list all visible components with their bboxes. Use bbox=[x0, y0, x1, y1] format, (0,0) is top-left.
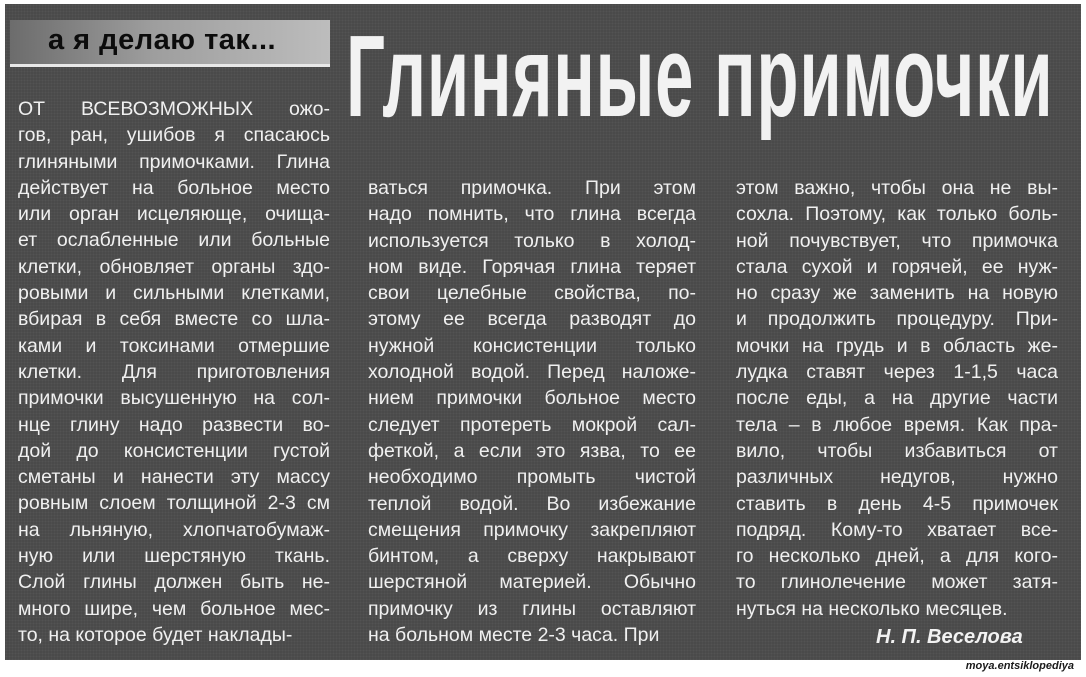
text-line: на больном месте 2-3 часа. При bbox=[368, 624, 660, 647]
text-line: Слой глины должен быть не- bbox=[18, 571, 330, 594]
text-line: ровыми и сильными клетками, bbox=[18, 282, 330, 305]
text-line: нием примочки больное место bbox=[368, 387, 696, 410]
rubric-underline bbox=[10, 64, 330, 67]
text-line: необходимо промыть чистой bbox=[368, 466, 696, 489]
text-line: ровным слоем толщиной 2-3 см bbox=[18, 492, 330, 515]
text-line: шерстяной материей. Обычно bbox=[368, 571, 696, 594]
text-line: смещения примочку закрепляют bbox=[368, 518, 696, 541]
text-line: и продолжить процедуру. При- bbox=[736, 308, 1058, 331]
text-line: то, на которое будет наклады- bbox=[18, 623, 293, 646]
text-line: го несколько дней, а для кого- bbox=[736, 545, 1058, 568]
text-line: ками и токсинами отмершие bbox=[18, 334, 330, 357]
text-line: но сразу же заменить на новую bbox=[736, 282, 1058, 305]
text-line: следует протереть мокрой сал- bbox=[368, 413, 696, 436]
text-line: этом важно, чтобы она не вы- bbox=[736, 177, 1058, 199]
text-line: бинтом, а сверху накрывают bbox=[368, 545, 696, 568]
text-line: ОТ ВСЕВОЗМОЖНЫХ ожо- bbox=[18, 98, 330, 120]
author-signature: Н. П. Веселова bbox=[876, 626, 1023, 648]
text-line: подряд. Кому-то хватает все- bbox=[736, 518, 1058, 541]
text-line: гов, ран, ушибов я спасаюсь bbox=[18, 124, 330, 147]
text-line: нце глину надо развести во- bbox=[18, 413, 330, 436]
text-line: действует на больное место bbox=[18, 176, 330, 199]
text-line: стала сухой и горячей, ее нуж- bbox=[736, 255, 1058, 278]
text-line: глиняными примочками. Глина bbox=[18, 150, 330, 173]
article-column-3 bbox=[736, 175, 1058, 622]
text-line: то глинолечение может затя- bbox=[736, 571, 1058, 594]
text-line: на льняную, хлопчатобумаж- bbox=[18, 518, 330, 541]
text-line: нуться на несколько месяцев. bbox=[736, 597, 1008, 620]
text-line: примочку из глины оставляют bbox=[368, 597, 696, 620]
text-line: свои целебные свойства, по- bbox=[368, 282, 696, 305]
text-line: или орган исцеляюще, очища- bbox=[18, 203, 330, 226]
article-headline: Глиняные примочки bbox=[346, 12, 1054, 142]
text-line: мочки на грудь и в область же- bbox=[736, 334, 1058, 357]
text-line: вило, чтобы избавиться от bbox=[736, 439, 1058, 462]
article-column-1 bbox=[18, 96, 330, 648]
watermark: moya.entsiklopediya bbox=[965, 660, 1074, 672]
text-line: дой до консистенции густой bbox=[18, 439, 330, 462]
text-line: ную или шерстяную ткань. bbox=[18, 545, 330, 568]
text-line: вбирая в себя вместе со шла- bbox=[18, 308, 330, 331]
text-line: феткой, а если это язва, то ее bbox=[368, 439, 696, 462]
text-line: много шире, чем больное мес- bbox=[18, 597, 330, 620]
text-line: этому ее всегда разводят до bbox=[368, 308, 696, 331]
text-line: ваться примочка. При этом bbox=[368, 177, 696, 199]
text-line: клетки. Для приготовления bbox=[18, 360, 330, 383]
text-line: клетки, обновляет органы здо- bbox=[18, 255, 330, 278]
text-line: используется только в холод- bbox=[368, 229, 696, 252]
text-line: теплой водой. Во избежание bbox=[368, 492, 696, 515]
article-column-2 bbox=[368, 175, 696, 648]
text-line: примочки высушенную на сол- bbox=[18, 387, 330, 410]
text-line: сохла. Поэтому, как только боль- bbox=[736, 203, 1058, 226]
text-line: лудка ставят через 1-1,5 часа bbox=[736, 361, 1058, 384]
text-line: после еды, а на другие части bbox=[736, 387, 1058, 410]
text-line: тела – в любое время. Как пра- bbox=[736, 413, 1058, 436]
text-line: нужной консистенции только bbox=[368, 334, 696, 357]
text-line: ставить в день 4-5 примочек bbox=[736, 492, 1058, 515]
text-line: холодной водой. Перед наложе- bbox=[368, 361, 696, 384]
text-line: различных недугов, нужно bbox=[736, 466, 1058, 489]
text-line: ном виде. Горячая глина теряет bbox=[368, 255, 696, 278]
text-line: надо помнить, что глина всегда bbox=[368, 203, 696, 226]
text-line: ной почувствует, что примочка bbox=[736, 229, 1058, 252]
text-line: ет ослабленные или больные bbox=[18, 229, 330, 252]
text-line: сметаны и нанести эту массу bbox=[18, 466, 330, 489]
rubric-label: а я делаю так... bbox=[48, 24, 277, 56]
